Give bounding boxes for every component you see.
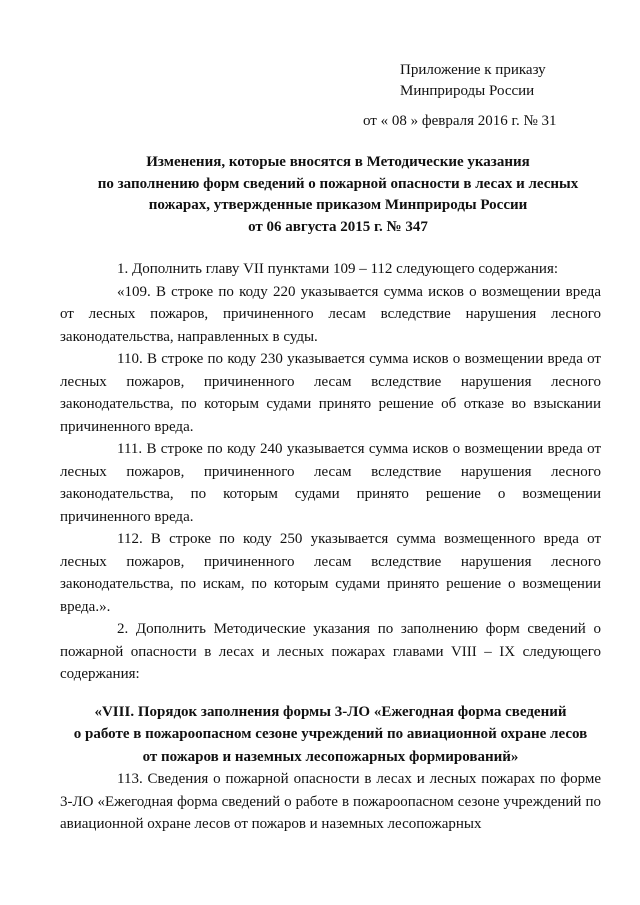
- paragraph-2: 2. Дополнить Методические указания по заполнению форм сведений о пожарной опасности в лесах и лесных пожарах главами VIII – IX следующего содержания:: [60, 621, 601, 682]
- title-line-3: пожарах, утвержденные приказом Минприроды России: [148, 197, 528, 213]
- appendix-line-2: Минприроды России: [400, 83, 535, 99]
- appendix-header: [400, 60, 546, 102]
- section-viii-line-1: «VIII. Порядок заполнения формы 3-ЛО «Ежегодная форма сведений: [94, 703, 567, 720]
- paragraph-109: «109. В строке по коду 220 указывается сумма исков о возмещении вреда от лесных пожаров, причиненного лесам вследствие нарушения лесного законодательства, направленных в суды.: [60, 283, 601, 345]
- paragraph-113: 113. Сведения о пожарной опасности в лесах и лесных пожарах по форме 3-ЛО «Ежегодная форма сведений о работе в пожароопасном сезоне учреждений по авиационной охране лесов от пожаров и наземных лесопожарных: [60, 771, 601, 832]
- title-line-2: по заполнению форм сведений о пожарной опасности в лесах и лесных: [97, 175, 579, 192]
- paragraph-110: 110. В строке по коду 230 указывается сумма исков о возмещении вреда от лесных пожаров, причиненного лесам вследствие нарушения лесного законодательства, по которым судами принято решение об отказе во взыскании причиненного вреда.: [60, 351, 601, 435]
- paragraph-112: 112. В строке по коду 250 указывается сумма возмещенного вреда от лесных пожаров, причиненного лесам вследствие нарушения лесного законодательства, по искам, по которым судами принято решение о возмещении вреда.».: [60, 531, 601, 615]
- document-body: [60, 258, 601, 836]
- title-line-1: Изменения, которые вносятся в Методические указания: [146, 154, 530, 170]
- paragraph-111: 111. В строке по коду 240 указывается сумма исков о возмещении вреда от лесных пожаров, причиненного лесам вследствие нарушения лесного законодательства, по которым судами принято решение о возмещении причиненного вреда.: [60, 441, 601, 525]
- order-date-number: от « 08 » февраля 2016 г. № 31: [363, 113, 557, 129]
- document-title: [60, 152, 616, 238]
- section-viii-line-3: от пожаров и наземных лесопожарных формирований»: [142, 748, 519, 765]
- section-viii-heading: [60, 701, 601, 769]
- paragraph-1: 1. Дополнить главу VII пунктами 109 – 112 следующего содержания:: [117, 261, 559, 277]
- section-viii-line-2: о работе в пожароопасном сезоне учреждений по авиационной охране лесов: [73, 726, 588, 742]
- title-line-4: от 06 августа 2015 г. № 347: [248, 218, 428, 235]
- appendix-line-1: Приложение к приказу: [400, 62, 546, 78]
